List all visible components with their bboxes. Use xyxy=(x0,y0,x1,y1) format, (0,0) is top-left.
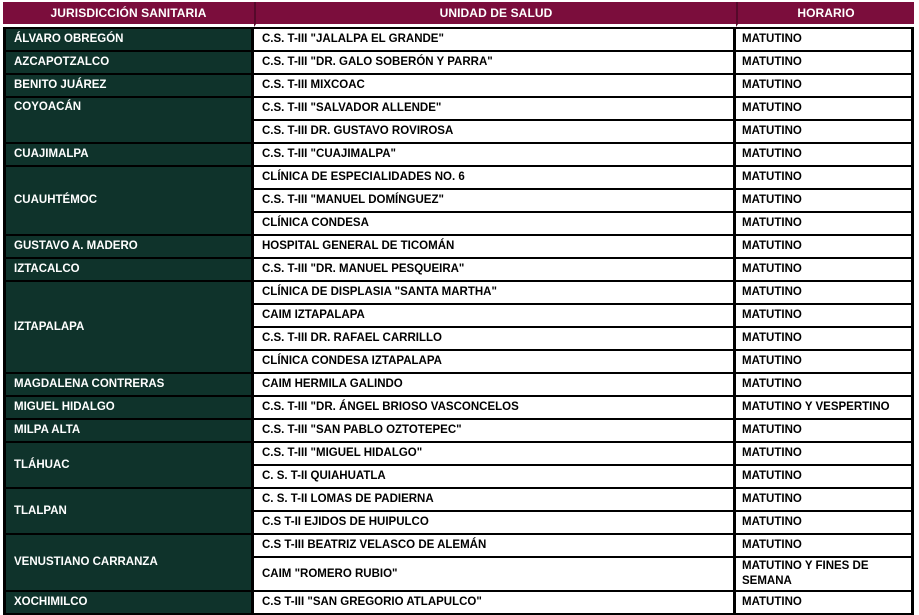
header-horario: HORARIO xyxy=(736,2,914,27)
header-row xyxy=(3,2,914,27)
unidad-cell: C.S. T-III "SAN PABLO OZTOTEPEC" xyxy=(254,420,736,443)
horario-cell: MATUTINO xyxy=(736,466,914,489)
table-row xyxy=(3,420,914,443)
jurisdiccion-cell: AZCAPOTZALCO xyxy=(3,52,254,75)
unidad-cell: C.S. T-III "MANUEL DOMÍNGUEZ" xyxy=(254,190,736,213)
jurisdiccion-cell: MIGUEL HIDALGO xyxy=(3,397,254,420)
jurisdiccion-cell: GUSTAVO A. MADERO xyxy=(3,236,254,259)
jurisdiccion-cell: TLÁHUAC xyxy=(3,443,254,489)
horario-cell: MATUTINO xyxy=(736,443,914,466)
unidad-cell: C. S. T-II QUIAHUATLA xyxy=(254,466,736,489)
table-row xyxy=(3,167,914,190)
unidad-cell: C.S T-III "SAN GREGORIO ATLAPULCO" xyxy=(254,592,736,615)
horario-cell: MATUTINO xyxy=(736,374,914,397)
table-row xyxy=(3,443,914,466)
unidad-cell: CLÍNICA DE ESPECIALIDADES NO. 6 xyxy=(254,167,736,190)
horario-cell: MATUTINO xyxy=(736,75,914,98)
unidad-cell: C.S. T-III DR. RAFAEL CARRILLO xyxy=(254,328,736,351)
jurisdiccion-cell: BENITO JUÁREZ xyxy=(3,75,254,98)
unidad-cell: C. S. T-II LOMAS DE PADIERNA xyxy=(254,489,736,512)
jurisdiccion-cell: MAGDALENA CONTRERAS xyxy=(3,374,254,397)
table-row xyxy=(3,236,914,259)
jurisdiccion-cell: ÁLVARO OBREGÓN xyxy=(3,27,254,52)
table-row xyxy=(3,259,914,282)
table-row xyxy=(3,52,914,75)
unidad-cell: C.S. T-III "CUAJIMALPA" xyxy=(254,144,736,167)
horario-cell: MATUTINO xyxy=(736,592,914,615)
horario-cell: MATUTINO xyxy=(736,351,914,374)
unidad-cell: CAIM IZTAPALAPA xyxy=(254,305,736,328)
unidad-cell: C.S. T-III "DR. MANUEL PESQUEIRA" xyxy=(254,259,736,282)
unidad-cell: CLÍNICA CONDESA xyxy=(254,213,736,236)
table-row xyxy=(3,489,914,512)
horario-cell: MATUTINO xyxy=(736,52,914,75)
horario-cell: MATUTINO xyxy=(736,213,914,236)
unidad-cell: C.S. T-III "JALALPA EL GRANDE" xyxy=(254,27,736,52)
horario-cell: MATUTINO xyxy=(736,167,914,190)
table-row xyxy=(3,535,914,558)
jurisdiccion-cell: CUAJIMALPA xyxy=(3,144,254,167)
horario-cell: MATUTINO Y FINES DE SEMANA xyxy=(736,558,914,592)
horario-cell: MATUTINO xyxy=(736,27,914,52)
table-body xyxy=(3,27,914,615)
table-row xyxy=(3,282,914,305)
jurisdiccion-cell: IZTAPALAPA xyxy=(3,282,254,374)
horario-cell: MATUTINO xyxy=(736,305,914,328)
horario-cell: MATUTINO xyxy=(736,282,914,305)
jurisdiccion-cell: CUAUHTÉMOC xyxy=(3,167,254,236)
table-row xyxy=(3,27,914,52)
unidad-cell: C.S. T-III "DR. GALO SOBERÓN Y PARRA" xyxy=(254,52,736,75)
jurisdiccion-cell: IZTACALCO xyxy=(3,259,254,282)
table-row xyxy=(3,98,914,121)
unidad-cell: CLÍNICA CONDESA IZTAPALAPA xyxy=(254,351,736,374)
horario-cell: MATUTINO xyxy=(736,121,914,144)
horario-cell: MATUTINO Y VESPERTINO xyxy=(736,397,914,420)
unidad-cell: HOSPITAL GENERAL DE TICOMÁN xyxy=(254,236,736,259)
unidad-cell: C.S. T-III "DR. ÁNGEL BRIOSO VASCONCELOS xyxy=(254,397,736,420)
unidad-cell: CAIM "ROMERO RUBIO" xyxy=(254,558,736,592)
unidad-cell: CLÍNICA DE DISPLASIA "SANTA MARTHA" xyxy=(254,282,736,305)
unidad-cell: C.S. T-III MIXCOAC xyxy=(254,75,736,98)
table-row xyxy=(3,374,914,397)
horario-cell: MATUTINO xyxy=(736,236,914,259)
horario-cell: MATUTINO xyxy=(736,259,914,282)
header-unidad: UNIDAD DE SALUD xyxy=(254,2,736,27)
table-row xyxy=(3,75,914,98)
horario-cell: MATUTINO xyxy=(736,512,914,535)
jurisdiccion-cell: XOCHIMILCO xyxy=(3,592,254,615)
unidad-cell: C.S T-III BEATRIZ VELASCO DE ALEMÁN xyxy=(254,535,736,558)
table-row xyxy=(3,397,914,420)
unidad-cell: C.S. T-III "SALVADOR ALLENDE" xyxy=(254,98,736,121)
jurisdiccion-cell: MILPA ALTA xyxy=(3,420,254,443)
jurisdiccion-cell: TLALPAN xyxy=(3,489,254,535)
table-header xyxy=(3,2,914,27)
jurisdiccion-cell: VENUSTIANO CARRANZA xyxy=(3,535,254,592)
unidad-cell: CAIM HERMILA GALINDO xyxy=(254,374,736,397)
health-units-table xyxy=(3,2,914,615)
table-row xyxy=(3,592,914,615)
horario-cell: MATUTINO xyxy=(736,535,914,558)
horario-cell: MATUTINO xyxy=(736,489,914,512)
horario-cell: MATUTINO xyxy=(736,98,914,121)
unidad-cell: C.S. T-III DR. GUSTAVO ROVIROSA xyxy=(254,121,736,144)
jurisdiccion-cell: COYOACÁN xyxy=(3,98,254,144)
horario-cell: MATUTINO xyxy=(736,144,914,167)
horario-cell: MATUTINO xyxy=(736,190,914,213)
horario-cell: MATUTINO xyxy=(736,420,914,443)
horario-cell: MATUTINO xyxy=(736,328,914,351)
unidad-cell: C.S T-II EJIDOS DE HUIPULCO xyxy=(254,512,736,535)
unidad-cell: C.S. T-III "MIGUEL HIDALGO" xyxy=(254,443,736,466)
table-row xyxy=(3,144,914,167)
header-jurisdiccion: JURISDICCIÓN SANITARIA xyxy=(3,2,254,27)
